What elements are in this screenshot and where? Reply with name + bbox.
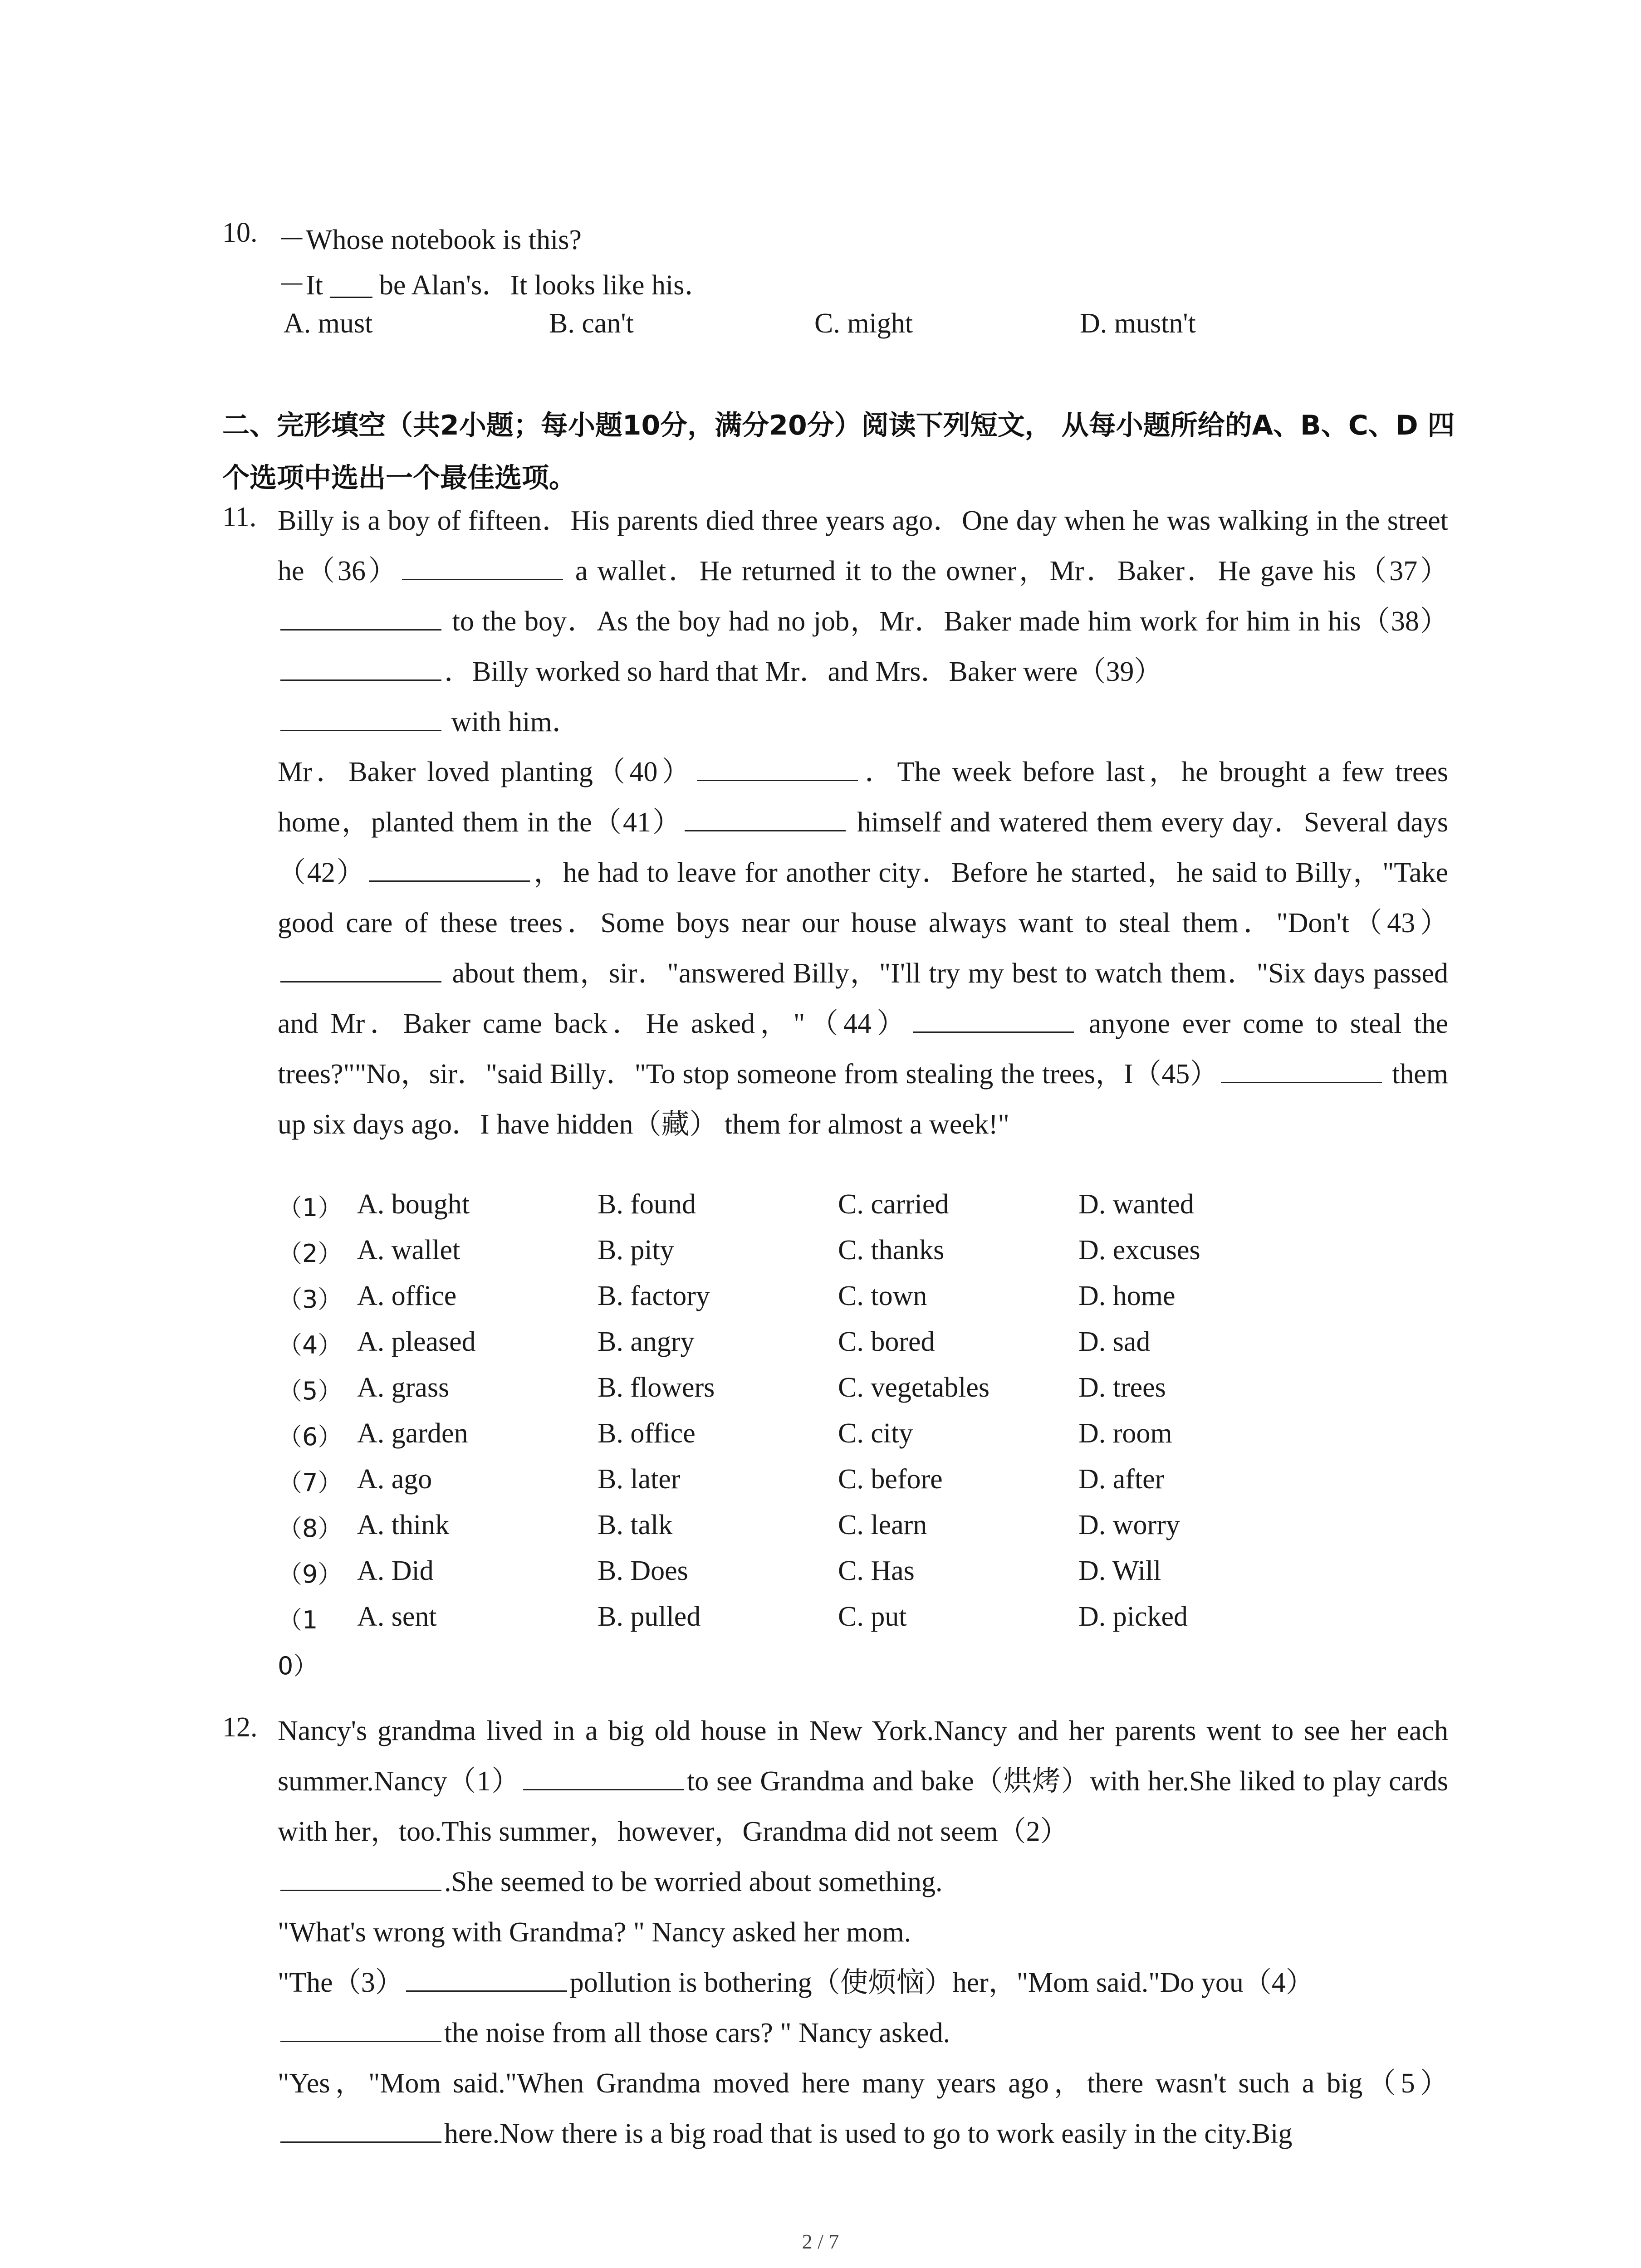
option-b: B. can't [549,308,634,339]
passage-paragraph [278,1706,1448,1907]
option-a: A. must [284,308,373,339]
answer-blank[interactable] [1221,1056,1382,1083]
question-line: －Whose notebook is this? [278,225,582,255]
answer-blank[interactable] [685,805,846,831]
answer-blank[interactable] [280,1864,441,1891]
passage-text: Mr．Baker loved planting（40） [278,757,694,787]
answer-blank[interactable] [280,2116,441,2143]
option-c: C. carried [838,1189,949,1220]
option-c: C. before [838,1464,943,1495]
passage-text: himself and watered them every day．Several days（42） [278,807,1448,888]
passage-text: with him． [444,707,580,738]
option-a: A. ago [357,1464,432,1495]
passage-paragraph [278,2058,1448,2159]
option-label: （1） [278,1193,343,1222]
passage-text: about them，sir．"answered Billy，"I'll try my best to watch them．"Six days passed and Mr．Baker came back．He asked，"（44） [278,958,1448,1039]
answer-blank[interactable] [402,553,563,580]
passage-text: to the boy．As the boy had no job，Mr．Baker made him work for him in his（38） [444,606,1448,637]
option-b: B. later [598,1464,681,1495]
option-c: C. put [838,1601,907,1632]
answer-blank[interactable] [369,855,530,882]
passage-text: the noise from all those cars? " Nancy asked. [444,2018,950,2048]
passage-text: to see Grandma and bake（烘烤）with her.She liked to play cards with her，too.This summer，however，Grandma did not seem（2） [278,1766,1448,1847]
option-a: A. office [357,1281,457,1311]
passage-text: them up six days ago．I have hidden（藏） them for almost a week!" [278,1059,1448,1140]
passage-paragraph [278,496,1448,748]
answer-blank[interactable] [913,1006,1074,1033]
option-a: A. Did [357,1555,434,1586]
passage-paragraph [278,1907,1448,1958]
page-number: 2 / 7 [802,2230,839,2253]
passage-text: "What's wrong with Grandma? " Nancy asked her mom. [278,1917,911,1948]
answer-blank[interactable] [280,604,441,631]
option-d: D. Will [1078,1555,1161,1586]
option-b: B. found [598,1189,696,1220]
option-a: A. wallet [357,1235,460,1266]
option-d: D. excuses [1078,1235,1200,1266]
option-a: A. sent [357,1601,437,1632]
option-d: D. worry [1078,1510,1180,1540]
option-b: B. factory [598,1281,710,1311]
option-b: B. pity [598,1235,674,1266]
option-d: D. sad [1078,1326,1151,1357]
passage-text: here.Now there is a big road that is used to go to work easily in the city.Big [444,2118,1293,2149]
option-c: C. city [838,1418,913,1449]
option-a: A. think [357,1510,450,1540]
option-d: D. wanted [1078,1189,1194,1220]
option-d: D. trees [1078,1372,1166,1403]
question-line: －It ___ be Alan's．It looks like his． [278,270,713,301]
option-d: D. home [1078,1281,1176,1311]
answer-blank[interactable] [280,704,441,731]
passage-text: .She seemed to be worried about something. [444,1867,943,1897]
option-d: D. after [1078,1464,1165,1495]
option-label: 0） [278,1652,318,1680]
passage-text: a wallet．He returned it to the owner，Mr．Baker．He gave his（37） [565,556,1448,587]
option-c: C. bored [838,1326,935,1357]
answer-blank[interactable] [406,1965,567,1992]
question-number: 11. [222,502,257,533]
question-number: 12. [222,1712,258,1743]
passage-text: ，he had to leave for another city．Before he started，he said to Billy，"Take good care of these trees．Some boys near our house always want to steal them．"Don't（43） [278,857,1448,938]
section-heading: 二、完形填空（共2小题；每小题10分，满分20分）阅读下列短文， 从每小题所给的A、B、C、D 四个选项中选出一个最佳选项。 [222,410,1455,494]
option-label: （7） [278,1468,343,1497]
passage-text: Billy is a boy of fifteen．His parents died three years ago．One day when he was walking in the street he（36） [278,505,1448,587]
option-b: B. office [598,1418,696,1449]
option-d: D. mustn't [1080,308,1196,339]
option-d: D. picked [1078,1601,1188,1632]
option-c: C. learn [838,1510,927,1540]
option-c: C. thanks [838,1235,945,1266]
question-number: 10. [222,217,258,248]
option-label: （9） [278,1560,343,1589]
option-b: B. pulled [598,1601,701,1632]
option-a: A. garden [357,1418,468,1449]
option-d: D. room [1078,1418,1172,1449]
option-b: B. talk [598,1510,673,1540]
answer-blank[interactable] [280,956,441,982]
option-a: A. bought [357,1189,470,1220]
passage-paragraph [278,1958,1448,2058]
answer-blank[interactable] [280,654,441,681]
option-c: C. vegetables [838,1372,990,1403]
option-c: C. Has [838,1555,915,1586]
passage-text: Nancy's grandma lived in a big old house in New York.Nancy and her parents went to see her each summer.Nancy（1） [278,1716,1448,1797]
passage-text: pollution is bothering（使烦恼）her，"Mom said."Do you（4） [569,1967,1314,1998]
passage-paragraph [278,747,1448,1150]
option-c: C. might [814,308,913,339]
answer-blank[interactable] [280,2015,441,2042]
option-c: C. town [838,1281,927,1311]
answer-blank[interactable] [697,754,858,781]
passage-text: anyone ever come to steal the trees?""No，sir．"said Billy．"To stop someone from stealing the trees，I（45） [278,1008,1448,1090]
option-b: B. Does [598,1555,688,1586]
option-label: （3） [278,1285,343,1314]
option-label: （8） [278,1514,343,1543]
option-label: （2） [278,1239,343,1268]
passage-text: "Yes，"Mom said."When Grandma moved here many years ago，there wasn't such a big（5） [278,2068,1448,2099]
option-label: （1 [278,1606,318,1634]
option-b: B. flowers [598,1372,715,1403]
answer-blank[interactable] [523,1764,684,1790]
option-a: A. grass [357,1372,450,1403]
option-b: B. angry [598,1326,695,1357]
option-label: （4） [278,1331,343,1359]
option-label: （6） [278,1422,343,1451]
passage-text: ．Billy worked so hard that Mr．and Mrs．Baker were（39） [444,656,1162,687]
passage-text: ．The week before last，he brought a few trees home，planted them in the（41） [278,757,1448,838]
passage-text: "The（3） [278,1967,403,1998]
option-a: A. pleased [357,1326,476,1357]
option-label: （5） [278,1377,343,1405]
